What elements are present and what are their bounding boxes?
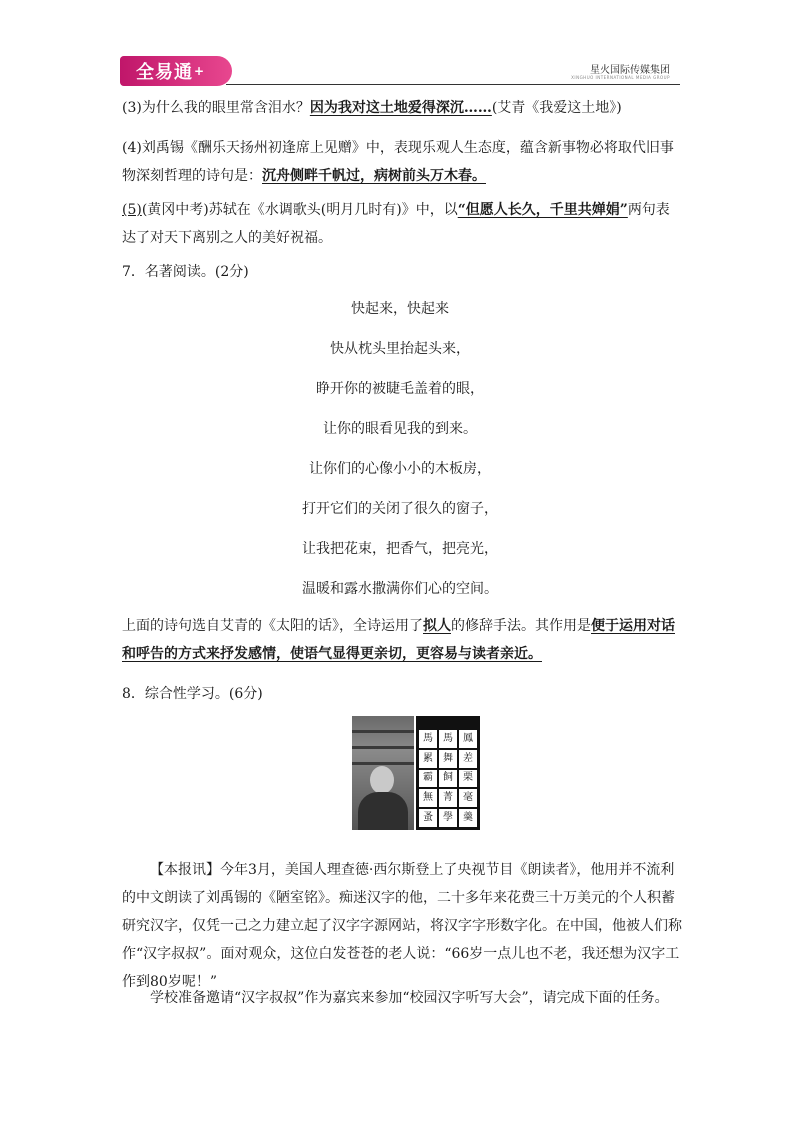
ancient-glyph: 馬: [419, 730, 437, 748]
ancient-glyph: 馬: [439, 730, 457, 748]
news-photo: [352, 716, 480, 830]
question-7-answer: [122, 612, 682, 668]
question-4: [122, 134, 682, 190]
question-7-answer-rhetoric: 拟人: [423, 618, 451, 634]
poem-line: 让我把花束，把香气，把亮光，: [302, 541, 498, 557]
ancient-glyph: 無: [419, 789, 437, 807]
ancient-glyph: 羹: [459, 809, 477, 827]
question-5-text: (黄冈中考)苏轼在《水调歌头(明月几时有)》中，以: [141, 202, 458, 218]
question-5-number: (5): [122, 202, 142, 218]
question-7-title: 7．名著阅读。(2分): [122, 264, 249, 280]
header-rule: [226, 84, 680, 85]
poem-line: 温暖和露水撒满你们心的空间。: [302, 581, 498, 597]
ancient-glyph: 栗: [459, 770, 477, 788]
question-3: [122, 94, 682, 122]
question-3-prefix: (3)为什么我的眼里常含泪水？: [122, 100, 310, 116]
question-7-answer-effect: 便于运用对话和呼告的方式来抒发感情，使语气显得更亲切，更容易与读者亲近。: [122, 618, 675, 662]
ancient-glyph: 毫: [459, 789, 477, 807]
person-body: [358, 792, 408, 830]
question-4-answer: 沉舟侧畔千帆过，病树前头万木春。: [262, 168, 486, 184]
person-head: [370, 766, 394, 794]
ancient-glyph: 差: [459, 750, 477, 768]
portrait-photo: [352, 716, 414, 830]
question-8-title: 8．综合性学习。(6分): [122, 686, 263, 702]
poem-line: 让你的眼看见我的到来。: [323, 421, 477, 437]
logo-text: 全易通: [136, 62, 193, 83]
poem-line: 睁开你的被睫毛盖着的眼，: [316, 381, 484, 397]
ancient-glyph: 菁: [439, 789, 457, 807]
page-header: [120, 56, 680, 90]
poem-line: 快从枕头里抬起头来，: [330, 341, 470, 357]
ancient-glyph: 學: [439, 809, 457, 827]
ancient-glyph: 飼: [439, 770, 457, 788]
news-paragraph: 【本报讯】今年3月，美国人理查德·西尔斯登上了央视节目《朗读者》，他用并不流利的中文朗读了刘禹锡的《陋室铭》。痴迷汉字的他，二十多年来花费三十万美元的个人积蓄研究汉字，仅凭一己之力建立起了汉字字源网站，将汉字字形数字化。在中国，他被人们称作“汉字叔叔”。面对观众，这位白发苍苍的老人说：“66岁一点儿也不老，我还想为汉字工作到80岁呢！”: [122, 862, 682, 990]
ancient-glyph: 鳳: [459, 730, 477, 748]
brand-name: 星火国际传媒集团: [590, 65, 670, 76]
question-4-text: (4)刘禹锡《酬乐天扬州初逢席上见赠》中，表现乐观人生态度，蕴含新事物必将取代旧事物深刻哲理的诗句是：: [122, 140, 674, 184]
question-5-suffix: 两句表达了对天下离别之人的美好祝福。: [122, 202, 670, 246]
poem-line: 打开它们的关闭了很久的窗子，: [302, 501, 498, 517]
ancient-glyph: 霸: [419, 770, 437, 788]
ancient-glyph: 舞: [439, 750, 457, 768]
ancient-glyph: 累: [419, 750, 437, 768]
question-5: [122, 196, 682, 252]
logo-plus: +: [194, 64, 206, 78]
question-5-answer: “但愿人长久，千里共婵娟”: [457, 202, 628, 218]
ancient-glyph: 蚤: [419, 809, 437, 827]
character-grid: [416, 716, 480, 830]
question-3-answer: 因为我对这土地爱得深沉……: [309, 100, 492, 116]
question-7-prefix: 上面的诗句选自艾青的《太阳的话》，全诗运用了: [122, 618, 423, 634]
question-7-middle: 的修辞手法。其作用是: [451, 618, 591, 634]
quanyitong-logo: [120, 56, 232, 86]
poem-line: 让你们的心像小小的木板房，: [309, 461, 491, 477]
task-paragraph: 学校准备邀请“汉字叔叔”作为嘉宾来参加“校园汉字听写大会”，请完成下面的任务。: [150, 990, 669, 1006]
brand-subtitle: XINGHUO INTERNATIONAL MEDIA GROUP: [571, 75, 670, 80]
question-3-suffix: (艾青《我爱这土地》): [491, 100, 622, 116]
poem-line: 快起来，快起来: [351, 301, 449, 317]
